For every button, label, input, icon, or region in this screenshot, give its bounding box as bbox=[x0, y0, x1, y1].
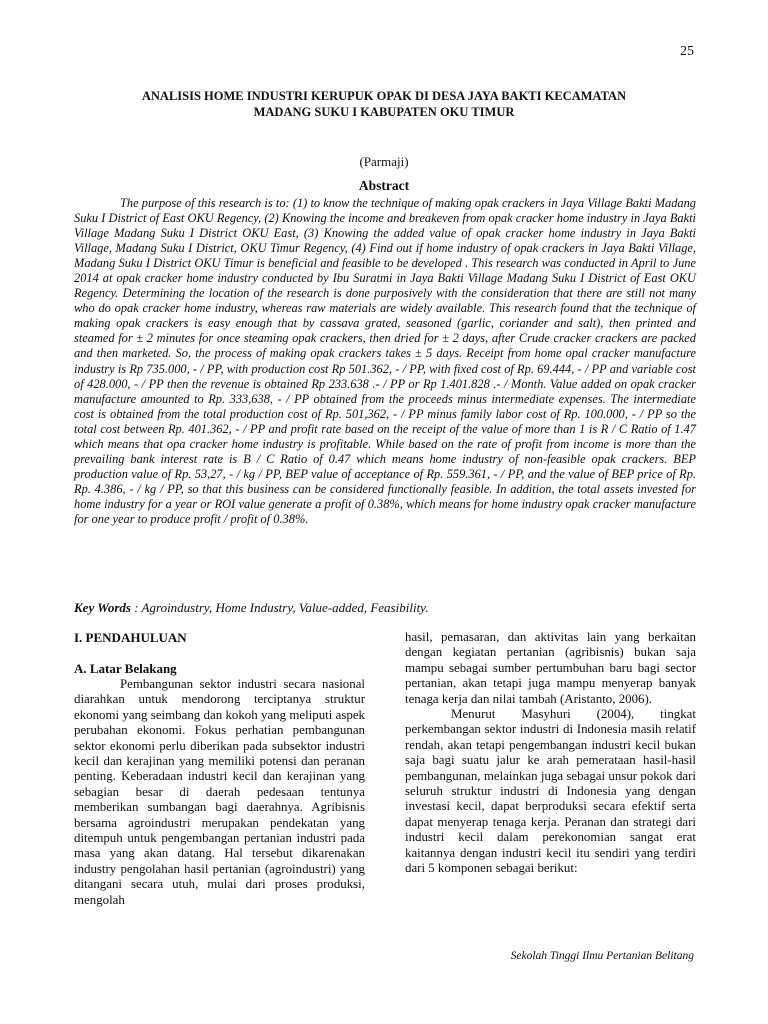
left-column bbox=[74, 630, 365, 908]
keywords-text: : Agroindustry, Home Industry, Value-added, Feasibility. bbox=[134, 600, 429, 615]
section-heading: I. PENDAHULUAN bbox=[74, 630, 187, 645]
paragraph-1: Pembangunan sektor industri secara nasional diarahkan untuk mendorong terciptanya struktur ekonomi yang seimbang dan kokoh yang meliputi aspek perubahan ekonomi. Fokus perhatian pembangunan sektor ekonomi perlu diberikan pada subsektor industri kecil dan kerajinan yang memiliki potensi dan peranan penting. Keberadaan industri kecil dan kerajinan yang sebagian besar di daerah pedesaan tentunya memberikan sumbangan bagi daerahnya. Agribisnis bersama agroindustri merupakan pendekatan yang ditempuh untuk pengembangan pertanian industri pada masa yang akan datang. Hal tersebut dikarenakan industry pengolahan hasil pertanian (agroindustri) yang ditangani secara utuh, mulai dari proses produksi, mengolah bbox=[74, 677, 365, 907]
abstract-heading: Abstract bbox=[358, 178, 410, 193]
paper-title-line-1: ANALISIS HOME INDUSTRI KERUPUK OPAK DI DESA JAYA BAKTI KECAMATAN bbox=[141, 89, 627, 103]
page-number: 25 bbox=[680, 44, 694, 59]
paper-title-line-2: MADANG SUKU I KABUPATEN OKU TIMUR bbox=[253, 105, 515, 119]
paragraph-1-continued: hasil, pemasaran, dan aktivitas lain yang berkaitan dengan kegiatan pertanian (agribisnis) bukan saja mampu sebagai sumber pertumbuhan baru bagi sector pertanian, akan tetapi juga mampu menyerap banyak tenaga kerja dan nilai tambah (Aristanto, 2006). bbox=[405, 630, 696, 706]
subsection-heading: A. Latar Belakang bbox=[74, 661, 177, 676]
paper-title bbox=[74, 88, 694, 120]
author-name: (Parmaji) bbox=[359, 154, 409, 169]
keywords bbox=[74, 600, 696, 616]
paragraph-2: Menurut Masyhuri (2004), tingkat perkembangan sektor industri di Indonesia masih relatif rendah, akan tetapi pengembangan industri kecil bukan saja bagi suatu jalur ke arah pemerataan hasil-hasil pembangunan, melainkan juga sebagai unsur pokok dari seluruh struktur industri di Indonesia yang dengan investasi kecil, dapat berproduksi secara efektif serta dapat menyerap tenaga kerja. Peranan dan strategi dari industri kecil dalam perekonomian sangat erat kaitannya dengan industri kecil itu sendiri yang terdiri dari 5 komponen sebagai berikut: bbox=[405, 707, 696, 876]
keywords-label: Key Words bbox=[74, 600, 131, 615]
right-column bbox=[405, 630, 696, 877]
footer-institution: Sekolah Tinggi Ilmu Pertanian Belitang bbox=[510, 950, 694, 962]
abstract-body: The purpose of this research is to: (1) to know the technique of making opak crackers in Jaya Village Bakti Madang Suku I District of East OKU Regency, (2) Knowing the income and breakeven from opak cracker home industry in Jaya Bakti Village Madang Suku I District OKU East, (3) Knowing the added value of opak cracker home industry in Jaya Bakti Village, Madang Suku I District, OKU Timur Regency, (4) Find out if home industry of opak crackers in Jaya Bakti Village, Madang Suku I District OKU Timur is beneficial and feasible to be developed . This research was conducted in April to June 2014 at opak cracker home industry conducted by Ibu Suratmi in Jaya Bakti Village Madang Suku I District of East OKU Regency. Determining the location of the research is done purposively with the consideration that there are still not many who do opak cracker home industry, whereas raw materials are widely available. This research found that the technique of making opak crackers is easy enough that by cassava grated, seasoned (garlic, coriander and salt), then printed and steamed for ± 2 minutes for once steaming opak crackers, then dried for ± 2 days, after Crude cracker crackers are packed and then marketed. So, the process of making opak crackers takes ± 5 days. Receipt from home opal cracker manufacture industry is Rp 735.000, - / PP, with production cost Rp 501.362, - / PP, with fixed cost of Rp. 69.444, - / PP and variable cost of 428.000, - / PP then the revenue is obtained Rp 233.638 .- / PP or Rp 1.401.828 .- / Month. Value added on opak cracker manufacture amounted to Rp. 333,638, - / PP obtained from the proceeds minus intermediate expenses. The intermediate cost is obtained from the total production cost of Rp. 501,362, - / PP minus family labor cost of Rp. 100.000, - / PP so the total cost between Rp. 401.362, - / PP and profit rate based on the receipt of the value of more than 1 is R / C Ratio of 1.47 which means that opa cracker home industry is profitable. While based on the rate of profit from income is more than the prevailing bank interest rate is B / C Ratio of 0.47 which means home industry of non-feasible opak crackers. BEP production value of Rp. 53,27, - / kg / PP, BEP value of acceptance of Rp. 559.361, - / PP, and the value of BEP price of Rp. Rp. 4.386, - / kg / PP, so that this business can be considered functionally feasible. In addition, the total assets invested for home industry for a year or ROI value generate a profit of 0.38%, which means for home industry opak cracker manufacture for one year to produce profit / profit of 0.38%. bbox=[74, 196, 696, 526]
